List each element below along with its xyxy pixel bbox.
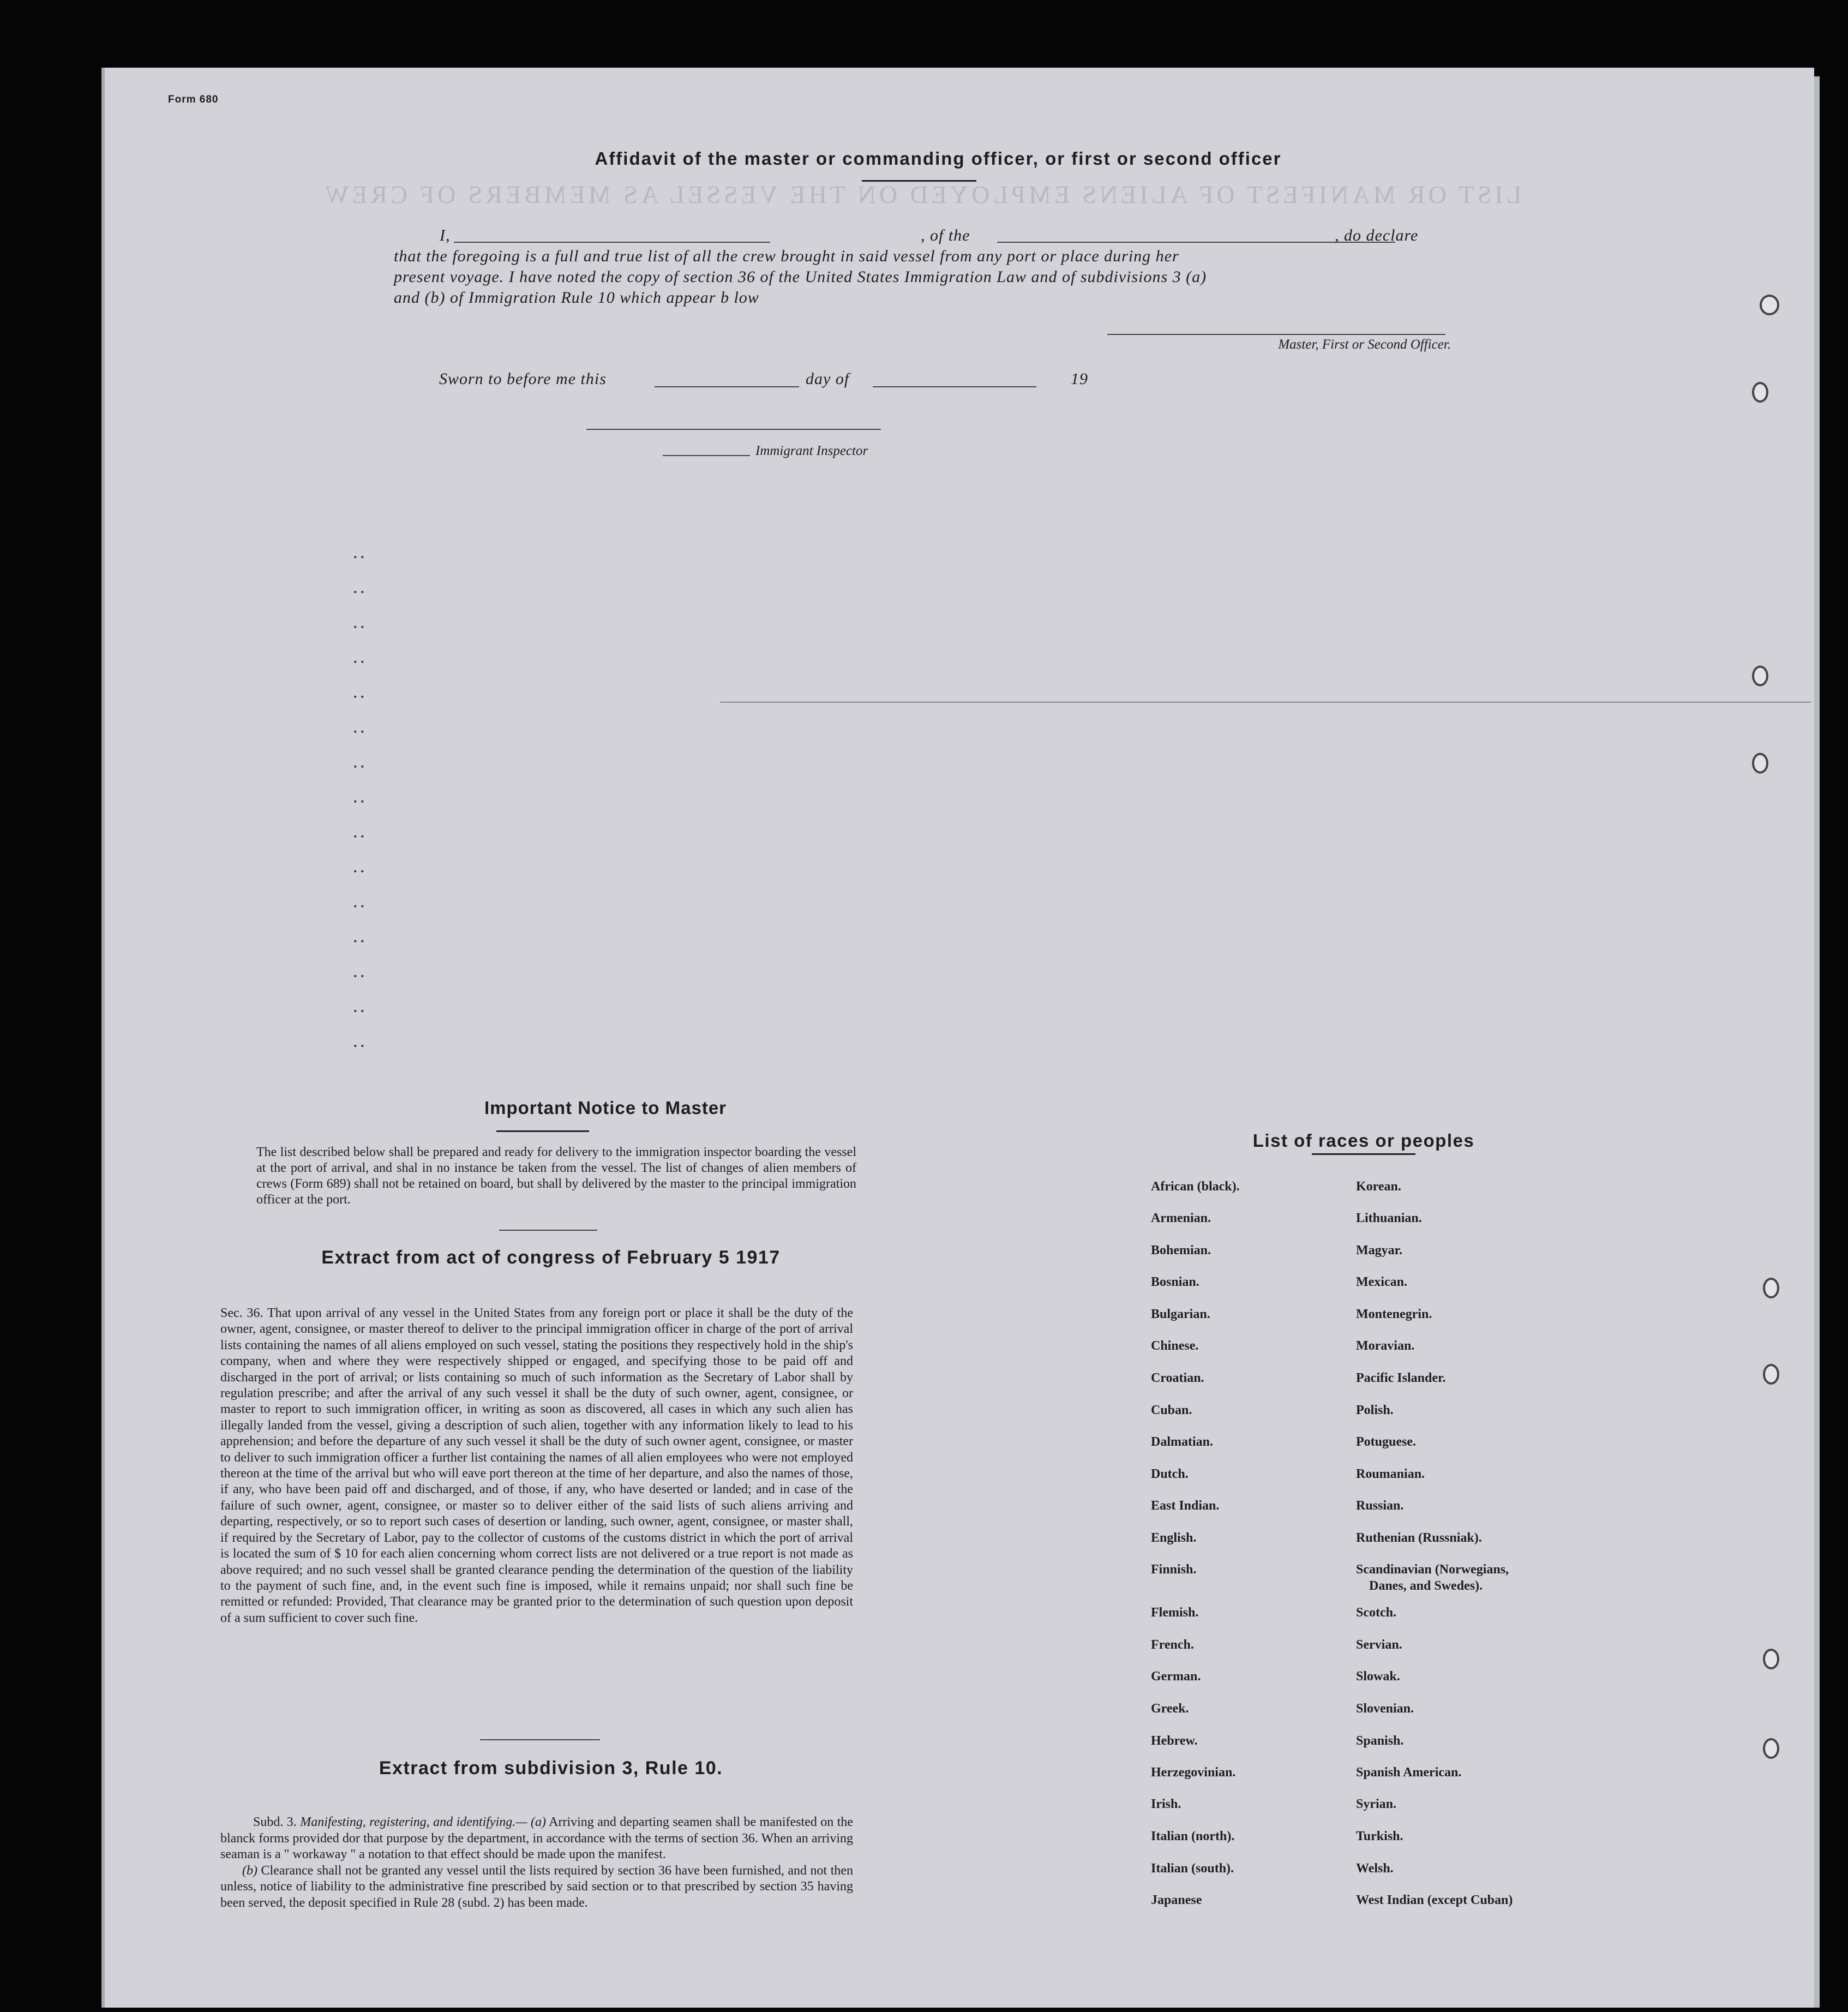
name-blank <box>454 242 770 243</box>
show-through-text: LIST OR MANIFEST OF ALIENS EMPLOYED ON THE VESSEL AS MEMBERS OF CREW <box>322 181 1522 208</box>
binder-hole-icon <box>1763 1649 1779 1669</box>
declaration-do-declare: , do declare <box>1335 226 1419 244</box>
race-item: German. <box>1151 1669 1201 1684</box>
race-item: Croatian. <box>1151 1371 1204 1385</box>
race-item: Finnish. <box>1151 1562 1197 1577</box>
declaration-of-the: , of the <box>921 226 970 244</box>
rule-part-a-text: Arriving and departing seamen shall be manifested on the blanck forms provided dor that purpose by the department, in accordance with the terms of section 36. When an arriving seaman is a " workaway " a notation to that effect should be made upon the manifest. <box>220 1815 854 1861</box>
race-item: Korean. <box>1356 1179 1401 1194</box>
affidavit-declaration <box>394 225 1452 308</box>
act-extract-rule <box>480 1739 600 1740</box>
rule-part-a-label: Subd. 3. <box>253 1815 297 1829</box>
declaration-line-1 <box>394 225 1452 246</box>
race-item: Moravian. <box>1356 1339 1415 1353</box>
race-item: Magyar. <box>1356 1243 1403 1258</box>
race-item: Pacific Islander. <box>1356 1371 1446 1385</box>
row-dot: . . <box>353 965 364 980</box>
race-item: Mexican. <box>1356 1275 1407 1289</box>
row-dot: . . <box>353 720 364 736</box>
race-item: Cuban. <box>1151 1403 1192 1417</box>
race-item: Danes, and Swedes). <box>1369 1579 1483 1593</box>
binder-hole-icon <box>1763 1364 1779 1385</box>
rule-part-b-text: Clearance shall not be granted any vessel until the lists required by section 36 have been furnished, and not then unless, notice of liability to the administrative fine prescribed by said section or to that prescribed by section 35 having been served, the deposit specified in Rule 28 (subd. 2) has been made. <box>220 1863 854 1910</box>
race-item: Bosnian. <box>1151 1275 1199 1289</box>
declaration-line-2: that the foregoing is a full and true list of all the crew brought in said vessel from any port or place during her <box>394 247 1179 265</box>
faint-divider <box>720 702 1811 703</box>
row-dot: . . <box>353 1034 364 1050</box>
race-item: Polish. <box>1356 1403 1394 1417</box>
row-dot: . . <box>353 895 364 911</box>
sworn-line <box>439 369 1148 391</box>
act-extract-title: Extract from act of congress of February 5 1917 <box>321 1247 781 1268</box>
binder-hole-icon <box>1752 753 1768 774</box>
sworn-day-of: day of <box>806 370 850 388</box>
binder-hole-icon <box>1752 382 1768 403</box>
row-dot: . . <box>353 755 364 771</box>
race-item: Scandinavian (Norwegians, <box>1356 1562 1509 1577</box>
race-item: Servian. <box>1356 1638 1402 1652</box>
race-item: Scotch. <box>1356 1606 1396 1620</box>
sworn-year: 19 <box>1071 370 1088 388</box>
race-item: French. <box>1151 1638 1194 1652</box>
declaration-i: I, <box>440 226 451 244</box>
sworn-day-blank <box>655 386 799 387</box>
race-item: Welsh. <box>1356 1861 1394 1876</box>
race-item: Italian (north). <box>1151 1829 1235 1843</box>
race-item: Hebrew. <box>1151 1734 1198 1748</box>
race-item: Ruthenian (Russniak). <box>1356 1531 1482 1545</box>
race-item: Spanish. <box>1356 1734 1404 1748</box>
race-item: East Indian. <box>1151 1499 1220 1513</box>
races-title: List of races or peoples <box>1252 1130 1475 1151</box>
race-item: Chinese. <box>1151 1339 1199 1353</box>
race-item: Flemish. <box>1151 1606 1199 1620</box>
rule-part-a-heading: Manifesting, registering, and identifying.— (a) <box>300 1815 546 1829</box>
row-dot: . . <box>353 685 364 701</box>
affidavit-title: Affidavit of the master or commanding officer, or first or second officer <box>595 148 1282 169</box>
binder-hole-icon <box>1763 1738 1779 1759</box>
binder-hole-icon <box>1763 1278 1779 1298</box>
row-dot: . . <box>353 615 364 631</box>
form-number: Form 680 <box>168 94 219 105</box>
notice-text: The list described below shall be prepared and ready for delivery to the immigration inspector boarding the vessel at the port of arrival, and shal in no instance be taken from the vessel. The list of changes of alien members of crews (Form 689) shall not be retained on board, but shall by delivered by the master to the principal immigration officer at the port. <box>256 1145 856 1207</box>
row-dot: . . <box>353 930 364 945</box>
row-dot: . . <box>353 825 364 841</box>
race-item: Potuguese. <box>1356 1435 1416 1449</box>
binder-hole-icon <box>1752 666 1768 686</box>
race-item: Armenian. <box>1151 1211 1211 1225</box>
race-item: Dalmatian. <box>1151 1435 1213 1449</box>
notice-title-underline <box>496 1130 589 1132</box>
race-item: Montenegrin. <box>1356 1307 1432 1321</box>
inspector-signature-line-1 <box>586 429 881 430</box>
race-item: Greek. <box>1151 1702 1189 1716</box>
notice-title: Important Notice to Master <box>484 1098 727 1118</box>
row-dot: . . <box>353 999 364 1015</box>
rule-extract-text <box>220 1815 853 1911</box>
binder-hole-icon <box>1760 295 1779 315</box>
master-signature-label: Master, First or Second Officer. <box>1278 337 1451 352</box>
declaration-line-4: and (b) of Immigration Rule 10 which appear b low <box>394 289 759 307</box>
race-item: English. <box>1151 1531 1197 1545</box>
race-item: Slovenian. <box>1356 1702 1414 1716</box>
notice-rule <box>499 1230 597 1231</box>
race-item: Bulgarian. <box>1151 1307 1210 1321</box>
race-item: West Indian (except Cuban) <box>1356 1893 1513 1907</box>
rule-part-b <box>220 1863 853 1912</box>
master-signature-line <box>1107 334 1445 335</box>
sworn-prefix: Sworn to before me this <box>439 370 607 388</box>
race-item: Russian. <box>1356 1499 1404 1513</box>
rule-extract-title: Extract from subdivision 3, Rule 10. <box>379 1758 723 1779</box>
race-item: Bohemian. <box>1151 1243 1211 1258</box>
race-item: Spanish American. <box>1356 1765 1462 1780</box>
affidavit-title-underline <box>862 180 976 182</box>
row-dot: . . <box>353 580 364 596</box>
race-item: Roumanian. <box>1356 1467 1425 1481</box>
race-item: Dutch. <box>1151 1467 1189 1481</box>
race-item: Lithuanian. <box>1356 1211 1422 1225</box>
race-item: Japanese <box>1151 1893 1202 1907</box>
race-item: Turkish. <box>1356 1829 1403 1843</box>
sworn-month-blank <box>873 386 1036 387</box>
race-item: African (black). <box>1151 1179 1240 1194</box>
rule-part-b-label: (b) <box>242 1863 257 1878</box>
act-extract-text: Sec. 36. That upon arrival of any vessel in the United States from any foreign port or place it shall be the duty of the owner, agent, consignee, or master thereof to deliver to the principal immigration officer in charge of the port of arrival lists containing the names of all aliens employed on such vessel, stating the positions they respectively hold in the ship's company, when and where they were respectively shipped or engaged, and specifying those to be paid off and discharged in the port of arrival; or lists containing so much of such information as the Secretary of Labor shall by regulation prescribe; and after the arrival of any such vessel it shall be the duty of such owner, agent, consignee, or master to report to such immigration officer, in writing as soon as discovered, all cases in which any such alien has illegally landed from the vessel, giving a description of such alien, together with any information likely to lead to his apprehension; and before the departure of any such vessel it shall be the duty of such owner agent, consignee, or master to deliver to such immigration officer a further list containing the names of all alien employees who were not employed thereon at the time of the arrival but who will eave port thereon at the time of her departure, and also the names of those, if any, who have been paid off and discharged, and of those, if any, who have deserted or landed; and in case of the failure of such owner, agent, consignee, or master so to deliver either of the said lists of such aliens arriving and departing, respectively, or so to report such cases of desertion or landing, such owner, agent, consignee, or master shall, if required by the Secretary of Labor, pay to the collector of customs of the customs district in which the port of arrival is located the sum of $ 10 for each alien concerning whom correct lists are not delivered or a true report is not made as above required; and no such vessel shall be granted clearance pending the determination of the question of the liability to the payment of such fine, and, in the event such fine is imposed, while it remains unpaid; nor shall such fine be remitted or refunded: Provided, That clearance may be granted prior to the determination of such question upon deposit of a sum sufficient to cover such fine. <box>220 1306 853 1625</box>
race-item: Herzegovinian. <box>1151 1765 1236 1780</box>
row-dot: . . <box>353 546 364 561</box>
race-item: Slowak. <box>1356 1669 1400 1684</box>
row-dot: . . <box>353 860 364 876</box>
inspector-label: Immigrant Inspector <box>755 444 868 458</box>
row-dot: . . <box>353 650 364 666</box>
race-item: Syrian. <box>1356 1797 1397 1811</box>
declaration-line-3: present voyage. I have noted the copy of section 36 of the United States Immigration Law and of subdivisions 3 (a) <box>394 268 1207 286</box>
rule-part-a <box>220 1815 853 1863</box>
race-item: Italian (south). <box>1151 1861 1234 1876</box>
row-dot: . . <box>353 790 364 806</box>
races-title-underline <box>1312 1153 1415 1155</box>
inspector-signature-line-2 <box>663 455 750 456</box>
race-item: Irish. <box>1151 1797 1181 1811</box>
